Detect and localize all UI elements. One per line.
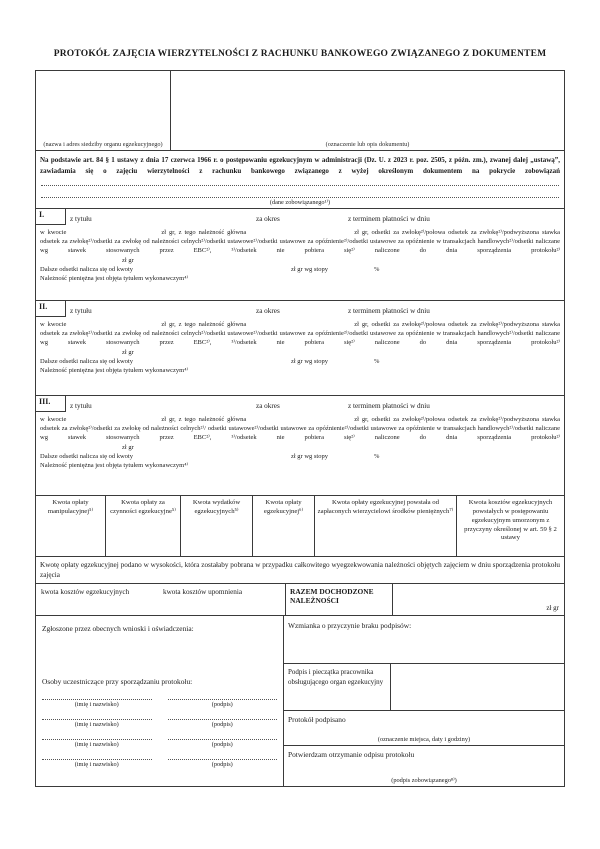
interest-options-text: zł gr, odsetki za zwłokę²⁾/połowa odsetek za zwłokę²⁾/podwyższona stawka odsetek za zwłokę²⁾/odsetki za zwłokę od należności celnych²⁾/ odsetki ustawowe²⁾/odsetki ustawowe za opóźnienie²⁾/odsetki ustawowe za opóźnienie w transakcjach handlowych²⁾/odsetki naliczane wg stawek stosowanych przez EBC²⁾, ³⁾/odsetek nie pobiera się²⁾ naliczone do dnia sporządzenia protokołu²⁾	[40, 416, 561, 442]
claim-section-body	[36, 319, 564, 375]
name-column	[42, 691, 152, 708]
currency-unit-label: zł gr	[122, 348, 134, 356]
further-interest-unit: zł gr wg stopy	[290, 357, 328, 365]
document-description-caption: (oznaczenie lub opis dokumentu)	[325, 141, 410, 148]
further-interest-line	[40, 452, 560, 461]
signature-fill-line	[168, 691, 278, 700]
amount-and-interest-line	[40, 320, 560, 348]
protocol-form	[35, 70, 565, 787]
claim-section-body	[36, 227, 564, 283]
further-amount-blank	[133, 362, 291, 363]
totals-row	[36, 584, 564, 616]
signatures-area	[36, 616, 564, 786]
participants-label: Osoby uczestniczące przy sporządzaniu protokołu:	[42, 677, 193, 687]
amount-label: w kwocie	[40, 321, 67, 328]
percent-sign: %	[373, 452, 380, 460]
left-signature-column	[36, 616, 284, 786]
claim-sections	[36, 209, 564, 496]
further-interest-label: Dalsze odsetki nalicza się od kwoty	[40, 265, 133, 273]
motions-label: Zgłoszone przez obecnych wnioski i oświadczenia:	[42, 624, 194, 634]
principal-label: zł gr, z tego należność główna	[161, 229, 247, 236]
stamp-label: Podpis i pieczątka pracownika obsługującego organ egzekucyjny	[284, 664, 391, 710]
amount-label: w kwocie	[40, 229, 67, 236]
obligor-caption: (dane zobowiązanego¹⁾)	[269, 199, 331, 206]
obligor-fill-line	[41, 176, 559, 186]
writ-coverage-text: Należność pieniężna jest objęta tytułem wykonawczym⁴⁾	[40, 275, 189, 283]
further-interest-line	[40, 357, 560, 366]
fee-column-label: Kwota opłaty za czynności egzekucyjne⁵⁾	[110, 499, 176, 515]
protocol-signed-label: Protokół podpisano	[288, 715, 346, 725]
fees-header-row	[36, 496, 564, 557]
enforcement-costs-label: kwota kosztów egzekucyjnych	[41, 588, 130, 597]
signature-fill-line	[168, 751, 278, 760]
signature-column	[168, 711, 278, 728]
signature-fill-line	[168, 711, 278, 720]
section-due-date-label: z terminem płatności w dniu	[348, 402, 430, 410]
fee-column	[457, 496, 564, 556]
signature-rows	[42, 691, 277, 768]
fee-column-label: Kwota opłaty egzekucyjnej⁶⁾	[263, 499, 304, 515]
section-title-label: z tytułu	[70, 402, 92, 410]
rate-blank	[328, 457, 374, 458]
amount-blank	[66, 233, 161, 234]
name-fill-line	[42, 691, 152, 700]
obligor-fill-line	[41, 188, 559, 198]
section-due-date-label: z terminem płatności w dniu	[348, 307, 430, 315]
legal-basis-block	[36, 151, 564, 209]
reminder-costs-label: kwota kosztów upomnienia	[163, 588, 243, 597]
further-interest-label: Dalsze odsetki nalicza się od kwoty	[40, 357, 133, 365]
currency-unit-label: zł gr	[122, 443, 134, 451]
name-caption: (imię i nazwisko)	[74, 701, 119, 709]
name-column	[42, 731, 152, 748]
further-interest-unit: zł gr wg stopy	[290, 452, 328, 460]
section-numeral: II.	[36, 301, 66, 317]
fee-column-label: Kwota kosztów egzekucyjnych powstałych w postępowaniu egzekucyjnym umorzonym z przyczyny określonej w art. 59 § 2 ustawy	[464, 499, 557, 542]
interest-options-text: zł gr, odsetki za zwłokę²⁾/połowa odsetek za zwłokę²⁾/podwyższona stawka odsetek za zwłokę²⁾/odsetki za zwłokę od należności celnych²⁾/odsetki ustawowe²⁾/odsetki ustawowe za opóźnienie²⁾/odsetki ustawowe za opóźnienie w transakcjach handlowych²⁾/odsetki naliczane wg stawek stosowanych przez EBC²⁾, ³⁾/odsetek nie pobiera się²⁾ naliczone do dnia sporządzenia protokołu²⁾	[40, 321, 561, 347]
signature-row	[42, 731, 277, 748]
grand-total-unit: zł gr	[546, 604, 559, 613]
signature-column	[168, 731, 278, 748]
fee-amount-note: Kwotę opłaty egzekucyjnej podano w wysokości, która zostałaby pobrana w przypadku całkowitego wyegzekwowania należności objętych zajęciem w dniu sporządzenia protokołu zajęcia	[36, 557, 564, 584]
enforcement-authority-box	[36, 71, 171, 150]
signature-fill-line	[168, 731, 278, 740]
amount-blank	[66, 325, 161, 326]
right-signature-column	[284, 616, 564, 786]
fee-column	[36, 496, 106, 556]
further-interest-line	[40, 265, 560, 274]
rate-blank	[328, 362, 374, 363]
principal-blank	[246, 420, 354, 421]
section-numeral: III.	[36, 396, 66, 412]
signature-row	[42, 711, 277, 728]
section-period-label: za okres	[256, 307, 280, 315]
claim-section-header	[36, 396, 564, 414]
principal-label: zł gr, z tego należność główna	[161, 416, 247, 423]
claim-section	[36, 301, 564, 396]
further-interest-label: Dalsze odsetki nalicza się od kwoty	[40, 452, 133, 460]
name-column	[42, 751, 152, 768]
amount-label: w kwocie	[40, 416, 67, 423]
name-caption: (imię i nazwisko)	[74, 741, 119, 749]
obligor-signature-caption: (podpis zobowiązanego⁸⁾)	[391, 777, 457, 785]
enforcement-authority-caption: (nazwa i adres siedziby organu egzekucyjnego)	[43, 141, 163, 148]
signature-column	[168, 751, 278, 768]
claim-section-header	[36, 301, 564, 319]
legal-basis-text: Na podstawie art. 84 § 1 ustawy z dnia 17 czerwca 1966 r. o postępowaniu egzekucyjnym w administracji (Dz. U. z 2023 r. poz. 2505, z późn. zm.), zwanej dalej „ustawą”, zawiadamia się o zajęciu wierzytelności z rachunku bankowego związanego z wyżej określonym dokumentem na pokrycie zobowiązań	[40, 156, 560, 175]
interest-options-text: zł gr, odsetki za zwłokę²⁾/połowa odsetek za zwłokę²⁾/podwyższona stawka odsetek za zwłokę²⁾/odsetki za zwłokę od należności celnych²⁾/odsetki ustawowe²⁾/odsetki ustawowe za opóźnienie²⁾/odsetki ustawowe za opóźnienie w transakcjach handlowych²⁾/odsetki naliczane wg stawek stosowanych przez EBC²⁾, ³⁾/odsetek nie pobiera się²⁾ naliczone do dnia sporządzenia protokołu²⁾	[40, 229, 561, 255]
stamp-blank-box	[391, 664, 564, 710]
document-description-box	[171, 71, 564, 150]
section-numeral: I.	[36, 209, 66, 225]
claim-section	[36, 396, 564, 496]
name-caption: (imię i nazwisko)	[74, 721, 119, 729]
header-row	[36, 71, 564, 151]
amount-and-interest-line	[40, 228, 560, 256]
grand-total-amount-box	[393, 584, 564, 615]
copy-receipt-cell	[284, 746, 564, 786]
section-period-label: za okres	[256, 402, 280, 410]
fee-column-label: Kwota opłaty egzekucyjnej powstała od zapłaconych wierzycielowi środków pieniężnych⁷⁾	[317, 499, 454, 515]
amount-blank	[66, 420, 161, 421]
writ-coverage-text: Należność pieniężna jest objęta tytułem wykonawczym⁴⁾	[40, 367, 189, 375]
principal-label: zł gr, z tego należność główna	[161, 321, 247, 328]
signature-caption: (podpis)	[211, 721, 233, 729]
name-fill-line	[42, 711, 152, 720]
fee-column	[253, 496, 315, 556]
signature-row	[42, 691, 277, 708]
percent-sign: %	[373, 357, 380, 365]
copy-receipt-label: Potwierdzam otrzymanie odpisu protokołu	[288, 750, 415, 760]
claim-section	[36, 209, 564, 301]
principal-blank	[246, 325, 354, 326]
further-interest-unit: zł gr wg stopy	[290, 265, 328, 273]
claim-section-body	[36, 414, 564, 470]
signature-caption: (podpis)	[211, 701, 233, 709]
section-period-label: za okres	[256, 215, 280, 223]
principal-blank	[246, 233, 354, 234]
signature-caption: (podpis)	[211, 761, 233, 769]
further-amount-blank	[133, 270, 291, 271]
document-title: PROTOKÓŁ ZAJĘCIA WIERZYTELNOŚCI Z RACHUNKU BANKOWEGO ZWIĄZANEGO Z DOKUMENTEM	[53, 49, 547, 59]
name-fill-line	[42, 751, 152, 760]
signature-column	[168, 691, 278, 708]
writ-coverage-text: Należność pieniężna jest objęta tytułem wykonawczym⁴⁾	[40, 462, 189, 470]
amount-and-interest-line	[40, 415, 560, 443]
claim-section-header	[36, 209, 564, 227]
fee-column	[181, 496, 253, 556]
place-date-time-caption: (oznaczenie miejsca, daty i godziny)	[377, 736, 471, 744]
protocol-signed-cell	[284, 711, 564, 746]
grand-total-label: RAZEM DOCHODZONE NALEŻNOŚCI	[286, 584, 393, 615]
fee-column-label: Kwota wydatków egzekucyjnych⁵⁾	[192, 499, 241, 515]
signature-row	[42, 751, 277, 768]
currency-unit-label: zł gr	[122, 256, 134, 264]
costs-cell	[36, 584, 286, 615]
missing-signatures-cell: Wzmianka o przyczynie braku podpisów:	[284, 616, 564, 664]
percent-sign: %	[373, 265, 380, 273]
section-title-label: z tytułu	[70, 307, 92, 315]
section-due-date-label: z terminem płatności w dniu	[348, 215, 430, 223]
name-column	[42, 711, 152, 728]
signature-caption: (podpis)	[211, 741, 233, 749]
rate-blank	[328, 270, 374, 271]
fee-column-label: Kwota opłaty manipulacyjnej⁵⁾	[47, 499, 94, 515]
name-fill-line	[42, 731, 152, 740]
section-title-label: z tytułu	[70, 215, 92, 223]
name-caption: (imię i nazwisko)	[74, 761, 119, 769]
further-amount-blank	[133, 457, 291, 458]
fee-column	[106, 496, 181, 556]
fee-column	[315, 496, 457, 556]
stamp-row	[284, 664, 564, 711]
